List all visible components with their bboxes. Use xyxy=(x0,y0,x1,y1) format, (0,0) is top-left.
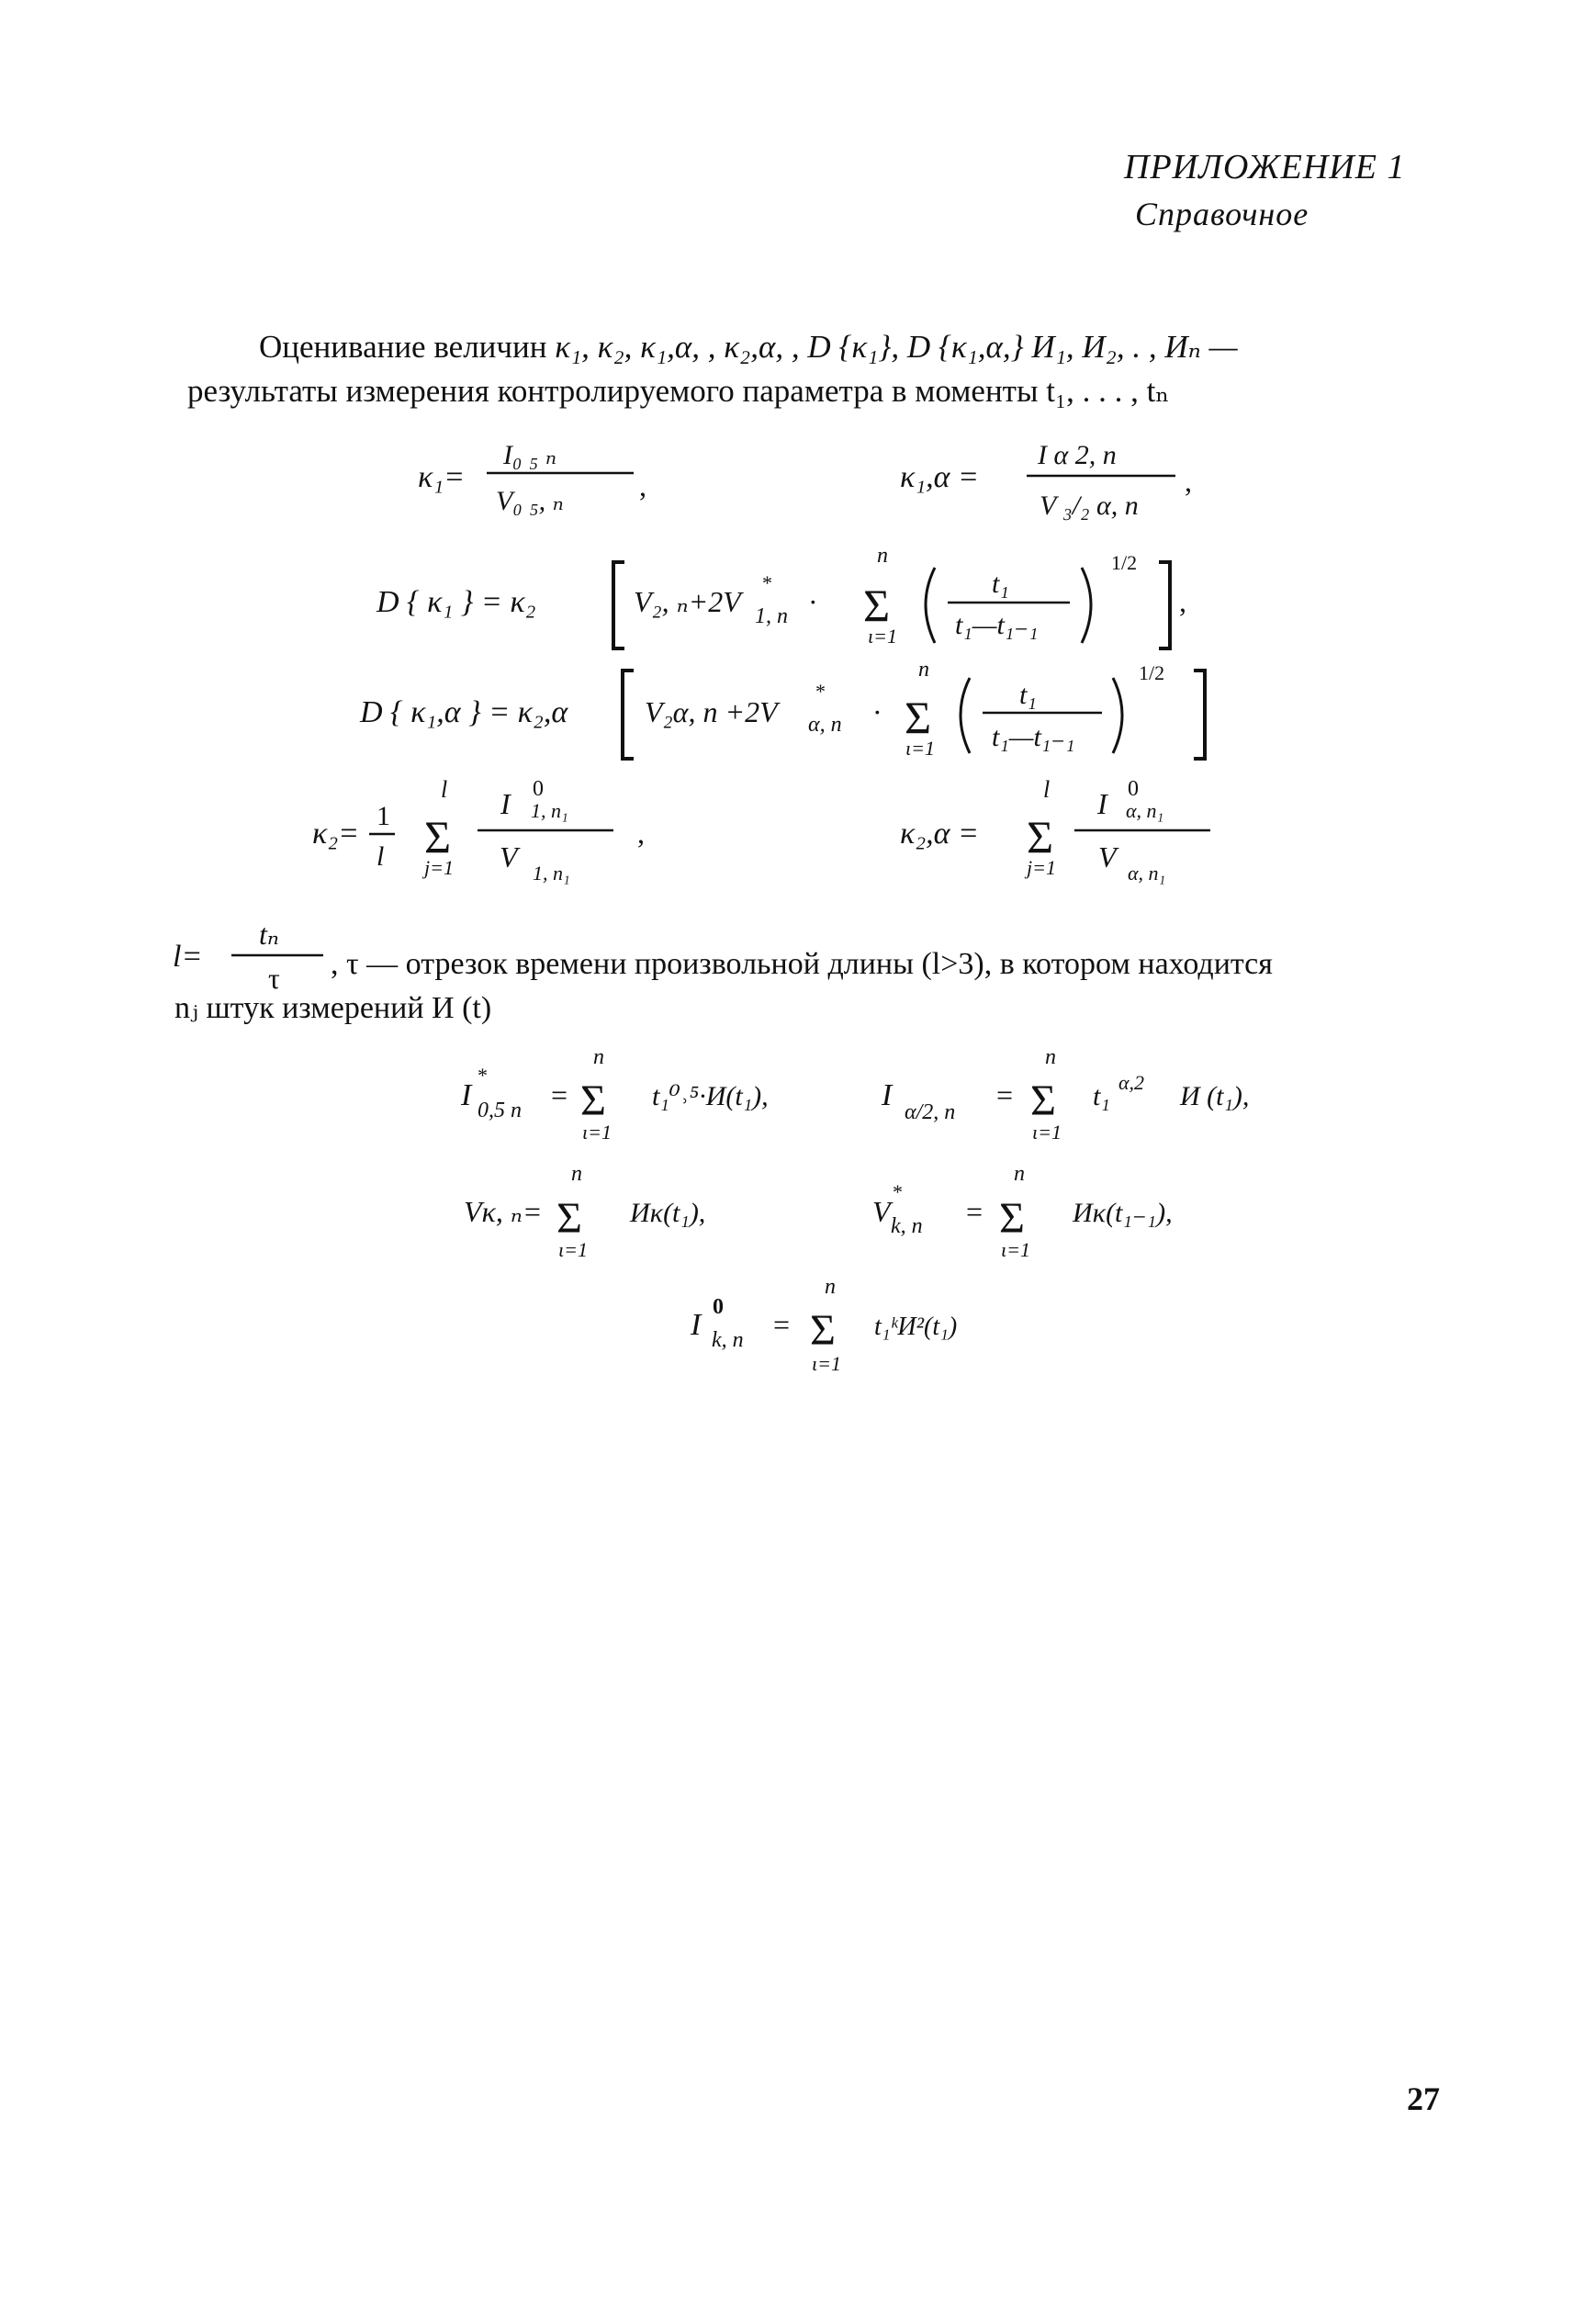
comma: , xyxy=(639,469,646,502)
ia2-sigma: Σ xyxy=(1030,1077,1056,1125)
ik0-sum-upper: n xyxy=(825,1275,836,1299)
k2a-sum-lower: j=1 xyxy=(1027,856,1056,879)
d2-den: t₁—t₁₋₁ xyxy=(992,722,1075,752)
d2-sum-upper: n xyxy=(918,658,929,682)
i05-sub: 0,5 n xyxy=(478,1099,522,1122)
k1-denominator: V₀ ₅, ₙ xyxy=(496,486,564,516)
vks-star: * xyxy=(893,1180,903,1203)
vks-eq: = xyxy=(966,1195,983,1228)
i05-sum-lower: ι=1 xyxy=(582,1121,612,1144)
d2-exponent: 1/2 xyxy=(1139,661,1165,684)
d2-dot: · xyxy=(872,695,882,728)
ia2-sub: α/2, n xyxy=(905,1100,956,1124)
l-lhs: l= xyxy=(173,940,203,974)
k2-sum-lower: j=1 xyxy=(424,856,454,879)
k2-den-sub: 1, n₁ xyxy=(533,862,570,885)
d1-left-paren xyxy=(926,568,935,643)
vk-sum-upper: n xyxy=(571,1162,582,1186)
vk-lhs: Vκ, ₙ= xyxy=(464,1195,543,1228)
d1-exponent: 1/2 xyxy=(1111,551,1138,574)
d1-right-bracket xyxy=(1159,562,1170,648)
k2-one: 1 xyxy=(377,801,390,831)
ik0-sub: k, n xyxy=(712,1328,744,1352)
comma: , xyxy=(1179,585,1186,618)
d2-sub: α, n xyxy=(808,713,842,737)
vk-sigma: Σ xyxy=(556,1194,582,1243)
k2a-num-sup: 0 xyxy=(1128,777,1139,801)
d2-right-paren xyxy=(1113,678,1122,753)
k2-lhs: κ₂= xyxy=(312,817,360,851)
vks-sum-lower: ι=1 xyxy=(1001,1238,1030,1261)
k1a-numerator: I α 2, n xyxy=(1038,440,1117,470)
k2a-sum-upper: l xyxy=(1043,776,1051,803)
d2-v-term: V₂α, n +2V xyxy=(645,695,778,728)
k2a-lhs: κ₂,α = xyxy=(900,817,979,851)
ik0-lhs: I xyxy=(691,1308,702,1342)
ia2-t: t₁ xyxy=(1093,1081,1110,1111)
d2-right-bracket xyxy=(1194,671,1205,759)
k1-numerator: I₀ ₅ ₙ xyxy=(503,440,557,470)
k2-num-sub: 1, n₁ xyxy=(531,799,568,822)
k2-num-sup: 0 xyxy=(533,777,544,801)
d2-lhs: D { κ₁,α } = κ₂,α xyxy=(360,695,568,729)
d1-dot: · xyxy=(808,585,818,618)
d1-sigma: Σ xyxy=(863,580,891,631)
i05-eq: = xyxy=(551,1078,568,1111)
ik0-eq: = xyxy=(773,1308,791,1341)
vks-sigma: Σ xyxy=(999,1194,1025,1243)
k2-sigma: Σ xyxy=(424,811,452,862)
vks-body: Иκ(t₁₋₁), xyxy=(1073,1198,1173,1228)
d1-sum-upper: n xyxy=(877,544,888,568)
k2a-sigma: Σ xyxy=(1027,811,1054,862)
d2-num: t₁ xyxy=(1019,680,1037,710)
k1-lhs: κ₁= xyxy=(418,460,466,494)
intro-symbols: κ₁, κ₂, κ₁,α, , κ₂,α, , D {κ₁}, D {κ₁,α,} И₁, И₂, . , Иₙ — xyxy=(555,329,1238,365)
appendix-subtitle: Справочное xyxy=(1135,196,1309,232)
page-number: 27 xyxy=(1407,2080,1440,2117)
i05-body: t₁⁰˒⁵·И(t₁), xyxy=(652,1081,769,1111)
k2-l: l xyxy=(377,841,385,872)
k2-num-i: I xyxy=(500,787,511,820)
ia2-sum-lower: ι=1 xyxy=(1032,1121,1062,1144)
d2-left-bracket xyxy=(623,671,634,759)
d1-star: * xyxy=(762,571,772,594)
k1a-denominator: V ₃/₂ α, n xyxy=(1040,490,1139,521)
d1-right-paren xyxy=(1082,568,1091,643)
k2a-den-sub: α, n₁ xyxy=(1128,862,1166,885)
d1-left-bracket xyxy=(613,562,624,648)
d1-sum-lower: ι=1 xyxy=(868,625,897,648)
i05-star: * xyxy=(478,1064,488,1087)
d2-sum-lower: ι=1 xyxy=(905,737,935,760)
k2-sum-upper: l xyxy=(441,776,448,803)
d2-left-paren xyxy=(961,678,970,753)
d2-sigma: Σ xyxy=(905,692,932,743)
k2-den: V xyxy=(500,840,518,874)
i05-sigma: Σ xyxy=(580,1077,606,1125)
l-den: τ xyxy=(268,962,280,995)
vks-sub: k, n xyxy=(891,1214,923,1238)
l-definition-text: , τ — отрезок времени произвольной длины (l>3), в котором находится xyxy=(331,947,1273,981)
ik0-sum-lower: ι=1 xyxy=(812,1352,841,1375)
comma: , xyxy=(1185,465,1192,498)
vk-sum-lower: ι=1 xyxy=(558,1238,588,1261)
d1-num: t₁ xyxy=(992,569,1009,599)
ia2-body: И (t₁), xyxy=(1180,1081,1250,1111)
i05-sum-upper: n xyxy=(593,1045,604,1069)
vks-lhs: V xyxy=(872,1195,891,1228)
ia2-exp: α,2 xyxy=(1118,1071,1145,1094)
vks-sum-upper: n xyxy=(1014,1162,1025,1186)
k2a-den: V xyxy=(1098,840,1117,874)
l-num: tₙ xyxy=(259,918,279,951)
appendix-title: ПРИЛОЖЕНИЕ 1 xyxy=(1124,148,1406,186)
nj-line: nⱼ штук измерений И (t) xyxy=(174,991,492,1025)
intro-line-2: результаты измерения контролируемого параметра в моменты t₁, . . . , tₙ xyxy=(187,373,1170,409)
i05-lhs: I xyxy=(461,1078,472,1112)
ik0-body: t₁ᵏИ²(t₁) xyxy=(874,1313,958,1341)
d1-sub: 1, n xyxy=(755,604,788,628)
k2a-num-sub: α, n₁ xyxy=(1126,799,1164,822)
d1-lhs: D { κ₁ } = κ₂ xyxy=(377,585,536,619)
d2-star: * xyxy=(815,680,826,703)
k2a-num-i: I xyxy=(1097,787,1107,820)
comma: , xyxy=(637,817,645,850)
d1-v-term: V₂, ₙ+2V xyxy=(634,585,741,618)
intro-text: Оценивание величин xyxy=(259,329,556,365)
d1-den: t₁—t₁₋₁ xyxy=(955,610,1039,640)
ia2-sum-upper: n xyxy=(1045,1045,1056,1069)
ik0-sup: 0 xyxy=(713,1295,724,1319)
vk-body: Иκ(t₁), xyxy=(630,1198,706,1228)
ia2-eq: = xyxy=(996,1078,1014,1111)
k1a-lhs: κ₁,α = xyxy=(900,460,979,494)
ik0-sigma: Σ xyxy=(810,1306,836,1355)
ia2-lhs: I xyxy=(882,1078,893,1112)
